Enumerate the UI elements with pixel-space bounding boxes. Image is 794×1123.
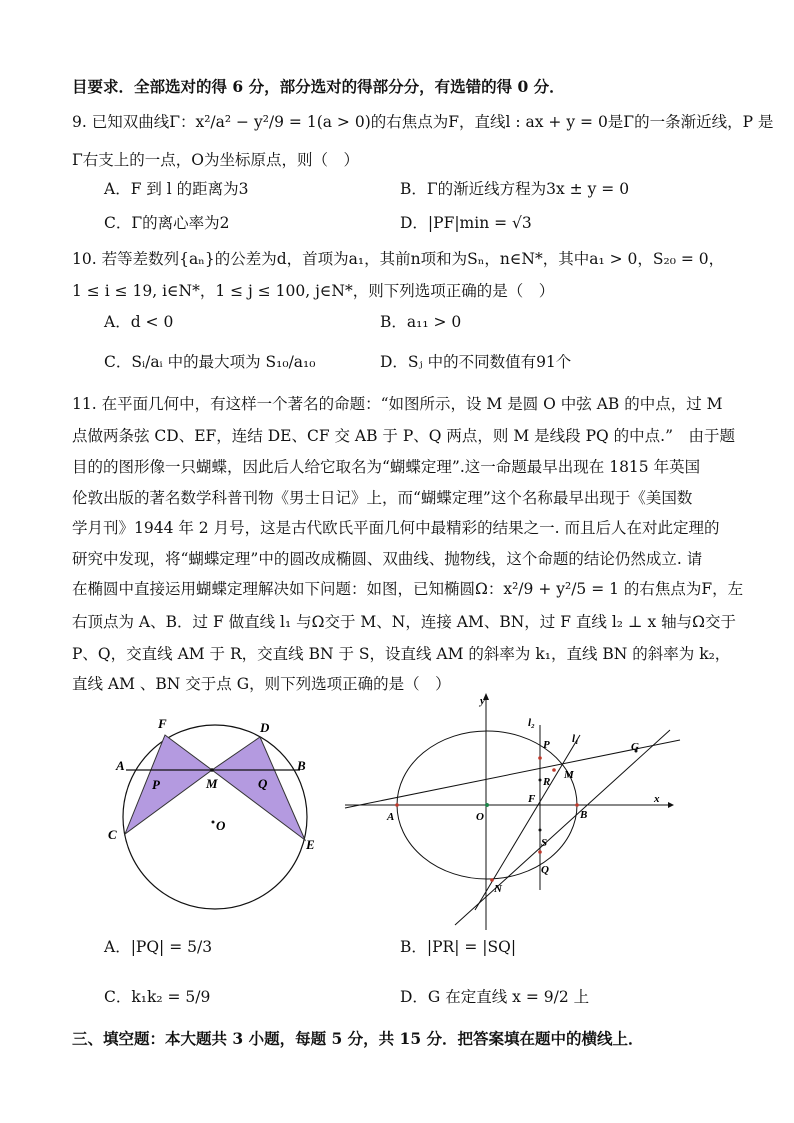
q11-option-c: C．k₁k₂ = 5/9 xyxy=(104,988,211,1006)
ellipse-figure xyxy=(340,690,690,935)
q10-option-c: C．Sᵢ/aᵢ 中的最大项为 S₁₀/a₁₀ xyxy=(104,353,316,371)
label-S: S xyxy=(541,837,548,849)
left-wing xyxy=(125,735,212,834)
q9-option-d: D．|PF|min = √3 xyxy=(400,214,532,232)
q11-line-1: 11. 在平面几何中，有这样一个著名的命题：“如图所示，设 M 是圆 O 中弦 AB 的中点，过 M xyxy=(72,395,723,413)
q9-option-b: B．Γ的渐近线方程为3x ± y = 0 xyxy=(400,180,630,198)
q10-option-d: D．Sⱼ 中的不同数值有91个 xyxy=(380,353,572,371)
label-B: B xyxy=(580,809,588,821)
butterfly-circle-figure xyxy=(100,712,330,922)
label-y: y xyxy=(480,695,485,707)
q10-option-a: A．d < 0 xyxy=(104,313,174,331)
q11-line-6: 研究中发现，将“蝴蝶定理”中的圆改成椭圆、双曲线、抛物线，这个命题的结论仍然成立. 请 xyxy=(72,550,703,568)
label-l1: l₁ xyxy=(572,733,579,745)
label-B: B xyxy=(297,758,306,773)
section-3-heading: 三、填空题：本大题共 3 小题，每题 5 分，共 15 分．把答案填在题中的横线上． xyxy=(72,1029,644,1048)
label-N: N xyxy=(494,883,502,895)
q11-option-d: D．G 在定直线 x = 9/2 上 xyxy=(400,988,590,1006)
q9-option-c: C．Γ的离心率为2 xyxy=(104,214,230,232)
label-C: C xyxy=(108,827,117,842)
q10-option-b: B．a₁₁ > 0 xyxy=(380,313,462,331)
label-A: A xyxy=(116,758,125,773)
q9-option-a: A．F 到 l 的距离为3 xyxy=(104,180,249,198)
q10-stem-line2: 1 ≤ i ≤ 19, i∈N*，1 ≤ j ≤ 100, j∈N*，则下列选项正确的是（ ） xyxy=(72,282,555,300)
label-P: P xyxy=(152,777,160,792)
scoring-note: 目要求．全部选对的得 6 分，部分选对的得部分分，有选错的得 0 分． xyxy=(72,77,565,96)
q9-stem-line2: Γ右支上的一点，O为坐标原点，则（ ） xyxy=(72,151,359,169)
label-F: F xyxy=(528,793,536,805)
line-l1 xyxy=(475,735,580,910)
label-F: F xyxy=(158,716,167,731)
line-am xyxy=(345,740,680,808)
q11-line-8: 右顶点为 A、B．过 F 做直线 l₁ 与Ω交于 M、N，连接 AM、BN，过 F 直线 l₂ ⊥ x 轴与Ω交于 xyxy=(72,613,736,631)
q11-line-2: 点做两条弦 CD、EF，连结 DE、CF 交 AB 于 P、Q 两点，则 M 是线段 PQ 的中点.” 由于题 xyxy=(72,427,735,445)
label-M: M xyxy=(564,769,574,781)
q10-stem-line1: 10. 若等差数列{aₙ}的公差为d，首项为a₁，其前n项和为Sₙ，n∈N*，其中a₁ > 0，S₂₀ = 0， xyxy=(72,250,725,268)
label-P: P xyxy=(543,739,550,751)
q11-line-5: 学月刊》1944 年 2 月号，这是古代欧氏平面几何中最精彩的结果之一. 而且后人在对此定理的 xyxy=(72,519,720,537)
label-l2: l₂ xyxy=(528,717,535,729)
q11-line-10: 直线 AM 、BN 交于点 G，则下列选项正确的是（ ） xyxy=(72,675,451,693)
q11-option-b: B．|PR| = |SQ| xyxy=(400,938,517,956)
q11-line-7: 在椭圆中直接运用蝴蝶定理解决如下问题：如图，已知椭圆Ω：x²/9 + y²/5 = 1 的右焦点为F，左 xyxy=(72,580,744,598)
label-x: x xyxy=(654,793,660,805)
label-G: G xyxy=(631,741,639,753)
q11-option-a: A．|PQ| = 5/3 xyxy=(104,938,213,956)
q11-line-9: P、Q，交直线 AM 于 R，交直线 BN 于 S，设直线 AM 的斜率为 k₁，直线 BN 的斜率为 k₂， xyxy=(72,645,731,663)
label-O: O xyxy=(216,818,226,833)
q11-line-3: 目的的图形像一只蝴蝶，因此后人给它取名为“蝴蝶定理”.这一命题最早出现在 1815 年英国 xyxy=(72,458,701,476)
label-D: D xyxy=(260,720,270,735)
label-Q: Q xyxy=(258,776,268,791)
q9-stem-line1: 9. 已知双曲线Γ：x²/a² − y²/9 = 1(a > 0)的右焦点为F，直线l : ax + y = 0是Γ的一条渐近线，P 是 xyxy=(72,113,774,131)
label-M: M xyxy=(206,776,218,791)
label-O: O xyxy=(476,811,484,823)
label-E: E xyxy=(306,837,315,852)
q11-line-4: 伦敦出版的著名数学科普刊物《男士日记》上，而“蝴蝶定理”这个名称最早出现于《美国数 xyxy=(72,489,693,507)
label-A: A xyxy=(387,811,395,823)
line-bn xyxy=(455,730,670,925)
label-R: R xyxy=(543,776,551,788)
label-Q: Q xyxy=(541,864,549,876)
